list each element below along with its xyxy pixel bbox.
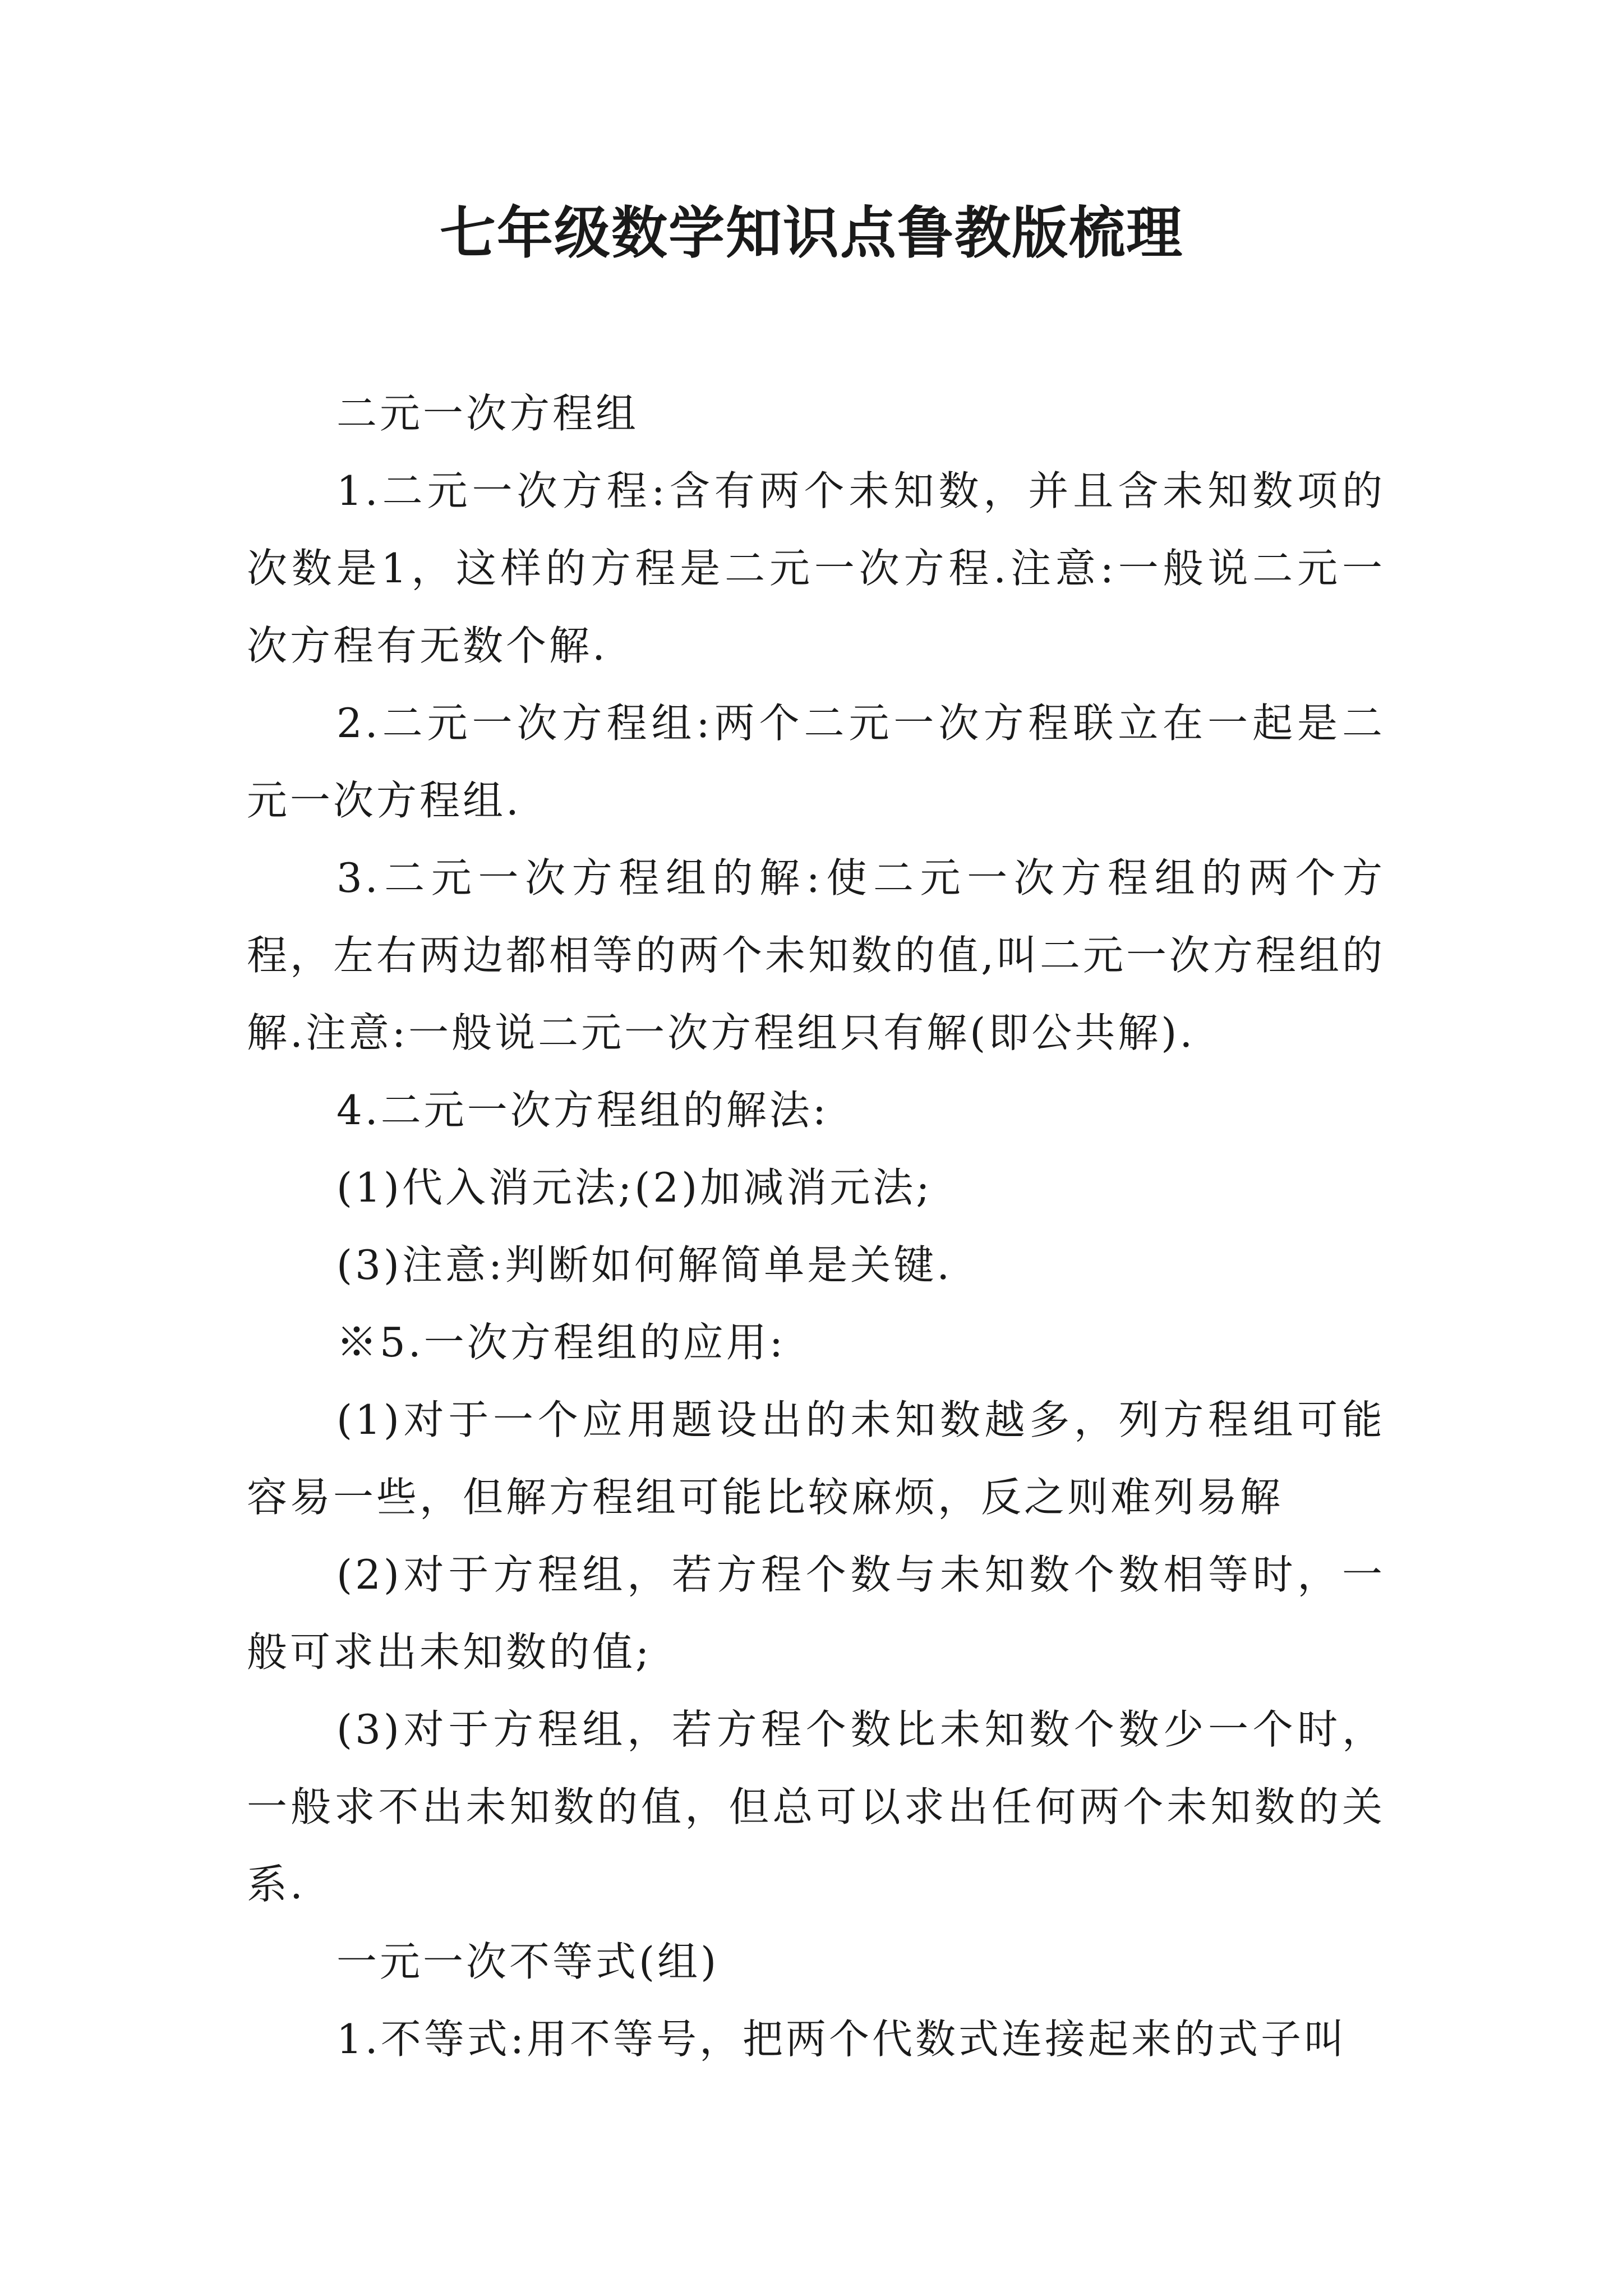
section-heading: 二元一次方程组 (336, 390, 639, 437)
paragraph: (3)对于方程组，若方程个数比未知数个数少一个时，一般求不出未知数的值，但总可以求出任何两个未知数的关系. (247, 1706, 1385, 1908)
paragraph: 2.二元一次方程组:两个二元一次方程联立在一起是二元一次方程组. (247, 700, 1385, 824)
paragraph: (1)对于一个应用题设出的未知数越多，列方程组可能容易一些，但解方程组可能比较麻烦，反之则难列易解 (247, 1396, 1385, 1521)
document-body (247, 375, 1385, 2078)
paragraph: ※5.一次方程组的应用: (336, 1319, 786, 1366)
paragraph: (2)对于方程组，若方程个数与未知数个数相等时，一般可求出未知数的值; (247, 1551, 1385, 1676)
section-heading: 一元一次不等式(组) (336, 1938, 720, 1985)
paragraph: 1.不等式:用不等号，把两个代数式连接起来的式子叫 (336, 2016, 1347, 2063)
document-title: 七年级数学知识点鲁教版梳理 (440, 200, 1183, 266)
paragraph: (3)注意:判断如何解简单是关键. (336, 1241, 953, 1289)
paragraph: 3.二元一次方程组的解:使二元一次方程组的两个方程，左右两边都相等的两个未知数的值,叫二元一次方程组的解.注意:一般说二元一次方程组只有解(即公共解). (247, 854, 1385, 1056)
paragraph: 1.二元一次方程:含有两个未知数，并且含未知数项的次数是1，这样的方程是二元一次方程.注意:一般说二元一次方程有无数个解. (247, 467, 1385, 669)
paragraph: (1)代入消元法;(2)加减消元法; (336, 1164, 933, 1211)
paragraph: 4.二元一次方程组的解法: (336, 1087, 829, 1134)
